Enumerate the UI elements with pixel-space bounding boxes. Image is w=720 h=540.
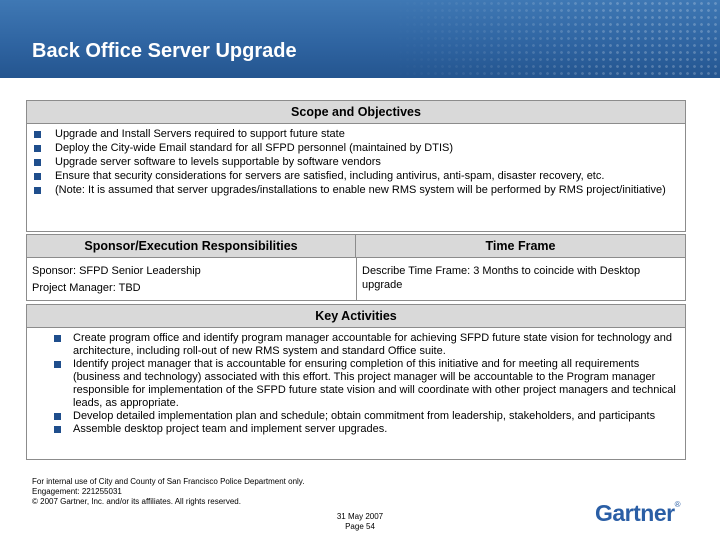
list-item: Create program office and identify program manager accountable for achieving SFPD future state vision for technology and architecture, including roll-out of new RMS system and standard Office suite. — [73, 332, 682, 358]
sponsor-heading: Sponsor/Execution Responsibilities — [26, 234, 356, 258]
sponsor-box — [26, 258, 356, 301]
two-column-body — [26, 258, 686, 301]
header-dot-pattern — [390, 0, 720, 78]
slide-header — [0, 0, 720, 78]
timeframe-heading: Time Frame — [356, 234, 686, 258]
scope-box — [26, 124, 686, 232]
list-item: Identify project manager that is accountable for ensuring completion of this initiative and for meeting all requirements (business and technology) associated with this effort. This project manager will be accountable to the Program manager responsible for implementation of the SFPD future state vision and will coordinate with other project managers and technical leads, as appropriate. — [73, 358, 682, 410]
logo-text: Gartner — [595, 500, 675, 526]
footer-line: Engagement: 221255031 — [32, 487, 122, 496]
footer-line: © 2007 Gartner, Inc. and/or its affiliates. All rights reserved. — [32, 497, 241, 506]
gartner-logo — [595, 500, 680, 527]
footer-date-page — [328, 512, 392, 532]
scope-list — [55, 128, 679, 198]
key-activities-list — [73, 332, 682, 436]
list-item: (Note: It is assumed that server upgrades/installations to enable new RMS system will be performed by RMS project/initiative) — [55, 184, 679, 198]
footer-date: 31 May 2007 — [336, 512, 384, 521]
list-item: Assemble desktop project team and implement server upgrades. — [73, 423, 682, 436]
key-activities-heading: Key Activities — [26, 304, 686, 328]
registered-mark: ® — [674, 500, 680, 509]
list-item: Upgrade server software to levels supportable by software vendors — [55, 156, 679, 170]
list-item: Deploy the City-wide Email standard for all SFPD personnel (maintained by DTIS) — [55, 142, 679, 156]
page-number: Page 54 — [345, 522, 375, 531]
footer-disclaimer — [32, 477, 332, 507]
key-activities-box — [26, 328, 686, 460]
list-item: Upgrade and Install Servers required to support future state — [55, 128, 679, 142]
list-item: Develop detailed implementation plan and schedule; obtain commitment from leadership, stakeholders, and participants — [73, 410, 682, 423]
sponsor-line: Sponsor: SFPD Senior Leadership — [32, 265, 201, 277]
footer-line: For internal use of City and County of San Francisco Police Department only. — [32, 477, 305, 486]
timeframe-box — [356, 258, 686, 301]
scope-heading: Scope and Objectives — [26, 100, 686, 124]
slide-title: Back Office Server Upgrade — [32, 40, 297, 62]
list-item: Ensure that security considerations for servers are satisfied, including antivirus, anti-spam, disaster recovery, etc. — [55, 170, 679, 184]
timeframe-text: Describe Time Frame: 3 Months to coincide with Desktop upgrade — [362, 265, 641, 291]
two-column-header — [26, 234, 686, 258]
project-manager-line: Project Manager: TBD — [32, 281, 141, 294]
